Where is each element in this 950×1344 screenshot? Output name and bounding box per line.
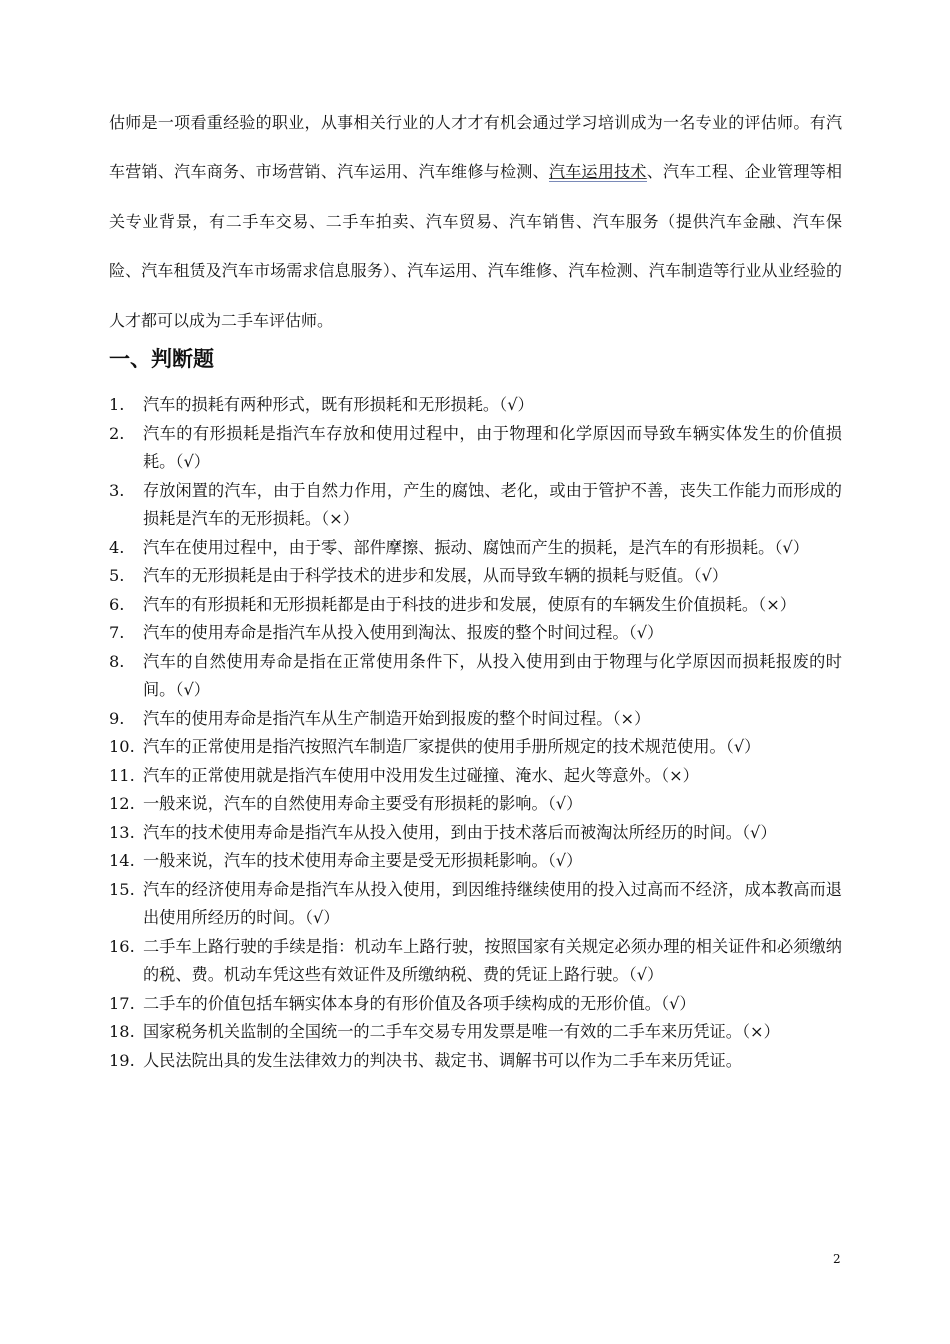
item-number: 15. bbox=[109, 879, 135, 899]
item-number: 18. bbox=[109, 1022, 135, 1041]
item-text: 汽车的正常使用是指汽按照汽车制造厂家提供的使用手册所规定的技术规范使用。（√） bbox=[143, 737, 761, 756]
item-text: 汽车的经济使用寿命是指汽车从投入使用，到因维持继续使用的投入过高而不经济，成本教高而退出使用所经历的时间。（√） bbox=[143, 879, 842, 927]
item-text: 汽车的有形损耗和无形损耗都是由于科技的进步和发展，使原有的车辆发生价值损耗。（×） bbox=[143, 594, 796, 614]
list-item bbox=[109, 762, 842, 791]
list-item bbox=[109, 648, 842, 705]
item-number: 8. bbox=[109, 651, 125, 671]
item-number: 16. bbox=[109, 936, 135, 956]
list-item bbox=[109, 477, 842, 534]
intro-text-before-link: 估师是一项看重经验的职业，从事相关行业的人才才有机会通过学习培训成为一名专业的评估师。有汽车营销、汽车商务、市场营销、汽车运用、汽车维修与检测、 bbox=[109, 113, 842, 182]
list-item bbox=[109, 1047, 842, 1076]
item-text: 一般来说，汽车的自然使用寿命主要受有形损耗的影响。（√） bbox=[143, 794, 583, 813]
item-text: 国家税务机关监制的全国统一的二手车交易专用发票是唯一有效的二手车来历凭证。（×） bbox=[143, 1022, 780, 1041]
item-number: 4. bbox=[109, 537, 125, 557]
item-text: 人民法院出具的发生法律效力的判决书、裁定书、调解书可以作为二手车来历凭证。 bbox=[143, 1050, 742, 1070]
item-number: 6. bbox=[109, 594, 125, 614]
item-text: 汽车的使用寿命是指汽车从生产制造开始到报废的整个时间过程。（×） bbox=[143, 708, 651, 728]
item-number: 14. bbox=[109, 851, 135, 870]
item-number: 17. bbox=[109, 993, 135, 1013]
list-item bbox=[109, 876, 842, 933]
list-item bbox=[109, 933, 842, 990]
item-text: 汽车的技术使用寿命是指汽车从投入使用，到由于技术落后而被淘汰所经历的时间。（√） bbox=[143, 822, 777, 842]
list-item bbox=[109, 391, 842, 420]
item-number: 5. bbox=[109, 566, 125, 585]
question-list bbox=[109, 391, 842, 1075]
item-number: 19. bbox=[109, 1050, 135, 1070]
list-item bbox=[109, 534, 842, 563]
list-item bbox=[109, 562, 842, 591]
intro-text-after-link: 、汽车工程、企业管理等相关专业背景，有二手车交易、二手车拍卖、汽车贸易、汽车销售、汽车服务（提供汽车金融、汽车保险、汽车租赁及汽车市场需求信息服务）、汽车运用、汽车维修、汽车检测、汽车制造等行业从业经验的人才都可以成为二手车评估师。 bbox=[109, 162, 842, 330]
item-text: 汽车的有形损耗是指汽车存放和使用过程中，由于物理和化学原因而导致车辆实体发生的价值损耗。（√） bbox=[143, 423, 842, 471]
list-item bbox=[109, 705, 842, 734]
item-number: 9. bbox=[109, 708, 125, 728]
item-number: 1. bbox=[109, 395, 125, 414]
list-item bbox=[109, 1018, 842, 1047]
list-item bbox=[109, 591, 842, 620]
intro-paragraph bbox=[109, 98, 842, 345]
item-text: 汽车的使用寿命是指汽车从投入使用到淘汰、报废的整个时间过程。（√） bbox=[143, 623, 664, 642]
item-number: 7. bbox=[109, 623, 125, 642]
item-number: 2. bbox=[109, 423, 125, 443]
item-number: 11. bbox=[109, 765, 135, 785]
item-text: 汽车在使用过程中，由于零、部件摩擦、振动、腐蚀而产生的损耗，是汽车的有形损耗。（√） bbox=[143, 537, 809, 557]
list-item bbox=[109, 733, 842, 762]
item-number: 3. bbox=[109, 480, 125, 500]
intro-hyperlink[interactable]: 汽车运用技术 bbox=[548, 162, 647, 182]
item-number: 12. bbox=[109, 794, 135, 813]
list-item bbox=[109, 847, 842, 876]
item-text: 存放闲置的汽车，由于自然力作用，产生的腐蚀、老化，或由于管护不善，丧失工作能力而形成的损耗是汽车的无形损耗。（×） bbox=[143, 480, 842, 528]
item-number: 13. bbox=[109, 822, 135, 842]
list-item bbox=[109, 819, 842, 848]
item-number: 10. bbox=[109, 737, 135, 756]
item-text: 汽车的损耗有两种形式，既有形损耗和无形损耗。（√） bbox=[143, 395, 534, 414]
item-text: 二手车上路行驶的手续是指：机动车上路行驶，按照国家有关规定必须办理的相关证件和必须缴纳的税、费。机动车凭这些有效证件及所缴纳税、费的凭证上路行驶。（√） bbox=[143, 936, 842, 984]
list-item bbox=[109, 790, 842, 819]
page-number: 2 bbox=[833, 1252, 841, 1266]
item-text: 汽车的正常使用就是指汽车使用中没用发生过碰撞、淹水、起火等意外。（×） bbox=[143, 765, 699, 785]
item-text: 汽车的无形损耗是由于科学技术的进步和发展，从而导致车辆的损耗与贬值。（√） bbox=[143, 566, 728, 585]
section-title: 一、判断题 bbox=[109, 347, 214, 371]
item-text: 二手车的价值包括车辆实体本身的有形价值及各项手续构成的无形价值。（√） bbox=[143, 993, 696, 1013]
list-item bbox=[109, 420, 842, 477]
list-item bbox=[109, 990, 842, 1019]
list-item bbox=[109, 619, 842, 648]
item-text: 一般来说，汽车的技术使用寿命主要是受无形损耗影响。（√） bbox=[143, 851, 583, 870]
item-text: 汽车的自然使用寿命是指在正常使用条件下，从投入使用到由于物理与化学原因而损耗报废的时间。（√） bbox=[143, 651, 842, 699]
